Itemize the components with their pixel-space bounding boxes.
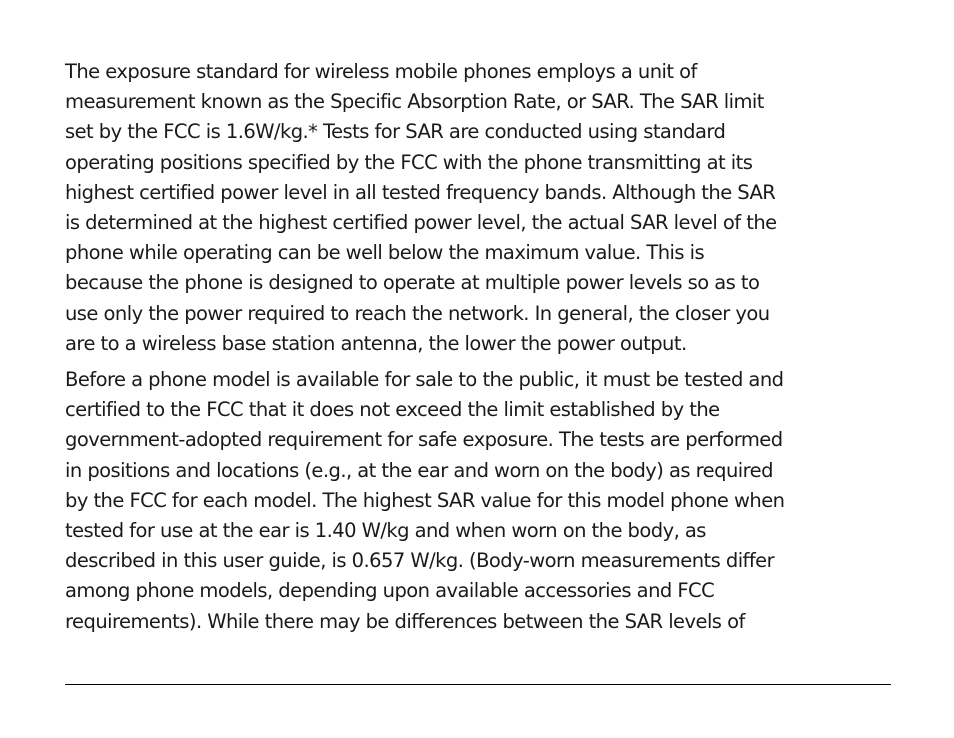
paragraph-sar-standard: [65, 57, 895, 359]
text-line: is determined at the highest certified power level, the actual SAR level of the: [65, 211, 777, 235]
text-line: Before a phone model is available for sale to the public, it must be tested and: [65, 368, 784, 392]
text-line: tested for use at the ear is 1.40 W/kg and when worn on the body, as: [65, 519, 706, 543]
text-line: highest certified power level in all tested frequency bands. Although the SAR: [65, 180, 776, 204]
text-line: requirements). While there may be differences between the SAR levels of: [65, 609, 745, 633]
text-line: in positions and locations (e.g., at the ear and worn on the body) as required: [65, 458, 773, 482]
text-line: described in this user guide, is 0.657 W/kg. (Body-worn measurements differ: [65, 549, 775, 573]
text-line: government-adopted requirement for safe exposure. The tests are performed: [65, 428, 783, 452]
text-line: because the phone is designed to operate at multiple power levels so as to: [65, 271, 760, 295]
text-line: are to a wireless base station antenna, the lower the power output.: [65, 331, 687, 355]
text-line: certified to the FCC that it does not exceed the limit established by the: [65, 398, 720, 422]
text-line: among phone models, depending upon available accessories and FCC: [65, 579, 715, 603]
text-line: phone while operating can be well below the maximum value. This is: [65, 241, 705, 265]
paragraph-fcc-testing: [65, 365, 895, 637]
text-line: The exposure standard for wireless mobile phones employs a unit of: [65, 60, 697, 83]
footer-divider: [65, 684, 891, 685]
text-line: measurement known as the Specific Absorption Rate, or SAR. The SAR limit: [65, 90, 764, 114]
text-line: operating positions specified by the FCC with the phone transmitting at its: [65, 150, 753, 174]
text-line: by the FCC for each model. The highest SAR value for this model phone when: [65, 488, 785, 512]
text-line: use only the power required to reach the network. In general, the closer you: [65, 301, 770, 325]
text-line: set by the FCC is 1.6W/kg.* Tests for SAR are conducted using standard: [65, 120, 726, 144]
body-text: [65, 57, 895, 637]
